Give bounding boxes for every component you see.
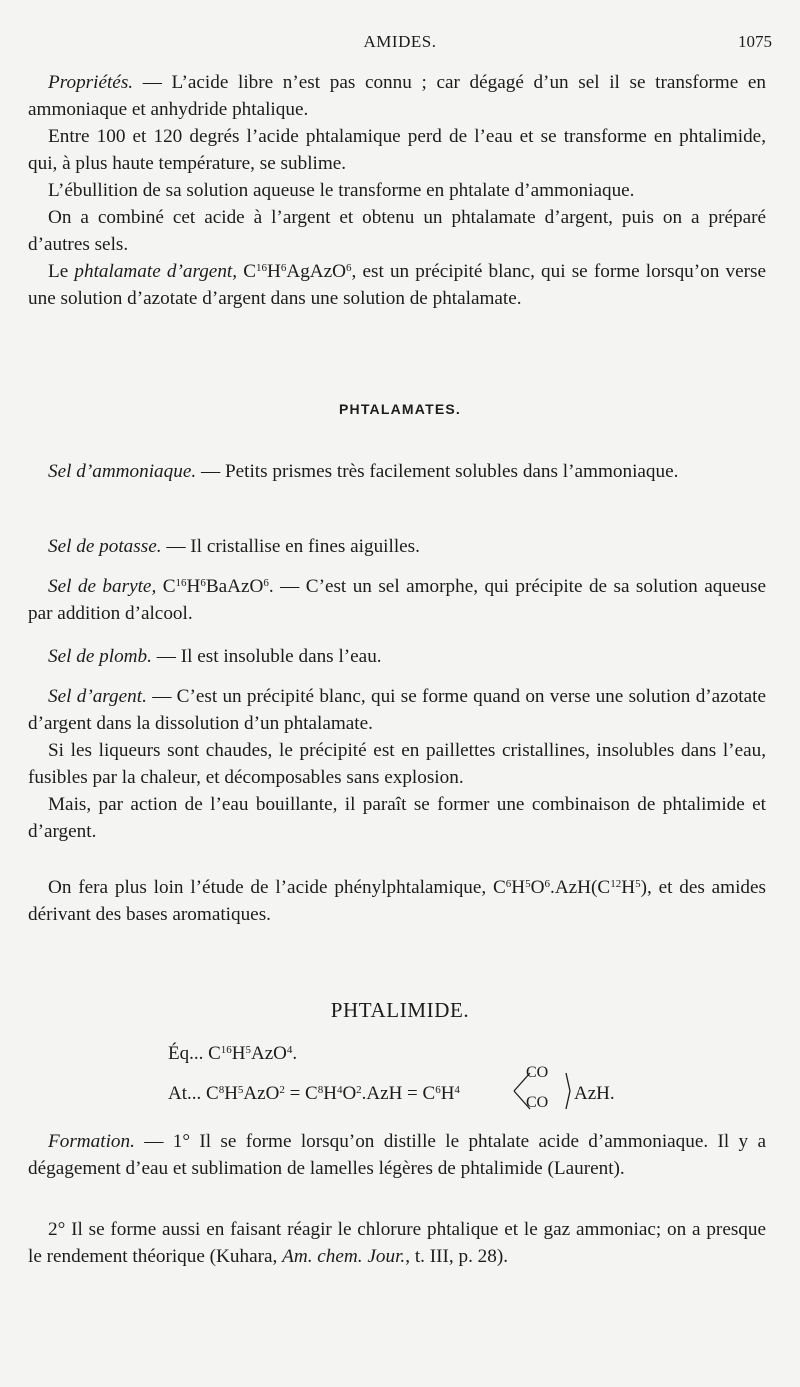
subscript: 6 <box>200 577 206 589</box>
paragraph-sel-ammoniaque <box>28 459 766 486</box>
formula-part: H <box>231 1043 246 1064</box>
formula-part: H <box>267 261 281 282</box>
formula-part: H <box>224 1083 238 1104</box>
subscript: 2 <box>356 1084 362 1096</box>
formula-azh: AzH. <box>574 1083 615 1104</box>
formula-part: AgAzO <box>286 261 347 282</box>
subscript: 16 <box>175 577 187 589</box>
paragraph-sel-potasse <box>28 534 766 561</box>
formula-label: Éq... <box>168 1043 204 1064</box>
formula-part: H <box>323 1083 337 1104</box>
subscript: 6 <box>346 262 352 274</box>
formula-part: C <box>237 261 256 282</box>
text: , est un précipité blanc, qui se forme lorsqu’on verse une solution d’azotate d’argent dans une solution de phtalamate. <box>28 261 766 309</box>
subscript: 6 <box>263 577 269 589</box>
formula-part: H <box>511 877 526 898</box>
paragraph-formation-2 <box>28 1217 766 1270</box>
formula-part: = C <box>284 1083 318 1104</box>
subscript: 4 <box>336 1084 343 1096</box>
formula-part: C <box>156 576 176 597</box>
label-sel-potasse: Sel de potasse. <box>48 536 162 557</box>
paragraph-sel-argent <box>28 684 766 737</box>
formula-part: BaAzO <box>205 576 264 597</box>
paragraph-phenylphtalamique <box>28 875 766 928</box>
subscript: 4 <box>286 1044 293 1056</box>
formula-part: ), et des amides dérivant des bases aromatiques. <box>28 877 766 925</box>
subscript: 5 <box>237 1084 244 1096</box>
label-proprietes: Propriétés. <box>48 72 134 93</box>
text: Le <box>48 261 75 282</box>
subscript: 8 <box>317 1084 324 1096</box>
label-sel-argent: Sel d’argent. <box>48 686 147 707</box>
subscript: 6 <box>435 1084 441 1096</box>
subscript: 16 <box>256 262 267 274</box>
formula-part: . <box>292 1043 298 1064</box>
text: — 1° Il se forme lorsqu’on distille le phtalate acide d’ammoniaque. Il y a dégagement d’eau et sublimation de lamelles légères de phtalimide (Laurent). <box>28 1131 766 1179</box>
text: — Petits prismes très facilement solubles dans l’ammoniaque. <box>196 461 679 482</box>
formula-part: AzO <box>251 1043 287 1064</box>
header-title: AMIDES. <box>363 32 437 51</box>
subscript: 5 <box>525 878 531 890</box>
subscript: 6 <box>280 262 287 274</box>
subscript: 5 <box>635 878 641 890</box>
formula-part: C <box>208 1043 221 1064</box>
paragraph-liqueurs-chaudes: Si les liqueurs sont chaudes, le précipité est en paillettes cristallines, insolubles dans l’eau, fusibles par la chaleur, et décomposables sans explosion. <box>28 740 766 788</box>
label-sel-ammoniaque: Sel d’ammoniaque. <box>48 461 197 482</box>
text: . — C’est un sel amorphe, qui précipite de sa solution aqueuse par addition d’alcool. <box>28 576 766 624</box>
subscript: 5 <box>245 1044 252 1056</box>
paragraph-sel-baryte <box>28 574 766 627</box>
paragraph-ebullition: L’ébullition de sa solution aqueuse le transforme en phtalate d’ammoniaque. <box>48 180 635 201</box>
paragraph-eau-bouillante: Mais, par action de l’eau bouillante, il paraît se former une combinaison de phtalimide et d’argent. <box>28 794 766 842</box>
text: 2° Il se forme aussi en faisant réagir le chlorure phtalique et le gaz ammoniac; on a presque le rendement théorique (Kuhara, <box>28 1219 766 1267</box>
text: — L’acide libre n’est pas connu ; car dégagé d’un sel il se transforme en ammoniaque et anhydride phtalique. <box>28 72 766 120</box>
paragraph-phtalamate-argent <box>28 259 766 312</box>
formula-equivalents <box>168 1043 297 1065</box>
subscript: 4 <box>454 1084 460 1096</box>
subscript: 8 <box>218 1084 225 1096</box>
formula-part: .AzH = C <box>361 1083 436 1104</box>
label-formation: Formation. <box>48 1131 135 1152</box>
paragraph-dehydration: Entre 100 et 120 degrés l’acide phtalamique perd de l’eau et se transforme en phtalimide, qui, à plus haute température, se sublime. <box>28 126 766 174</box>
paragraph-formation-1 <box>28 1129 766 1182</box>
subscript: 2 <box>279 1084 285 1096</box>
formula-label: At... <box>168 1083 202 1104</box>
text: , t. III, p. 28). <box>405 1245 509 1267</box>
subscript: 6 <box>505 878 512 890</box>
subscript: 12 <box>610 878 622 890</box>
section-heading-phtalamates: PHTALAMATES. <box>339 401 461 417</box>
text: On fera plus loin l’étude de l’acide phénylphtalamique, C <box>48 877 506 898</box>
label-sel-baryte: Sel de baryte, <box>48 576 157 597</box>
formula-part: H <box>440 1083 455 1104</box>
page-number: 1075 <box>738 32 772 51</box>
ring-co-top: CO <box>526 1064 549 1081</box>
section-heading-phtalimide: PHTALIMIDE. <box>330 998 470 1022</box>
label-phtalamate-argent: phtalamate d’argent, <box>74 261 238 282</box>
formula-part: H <box>186 576 201 597</box>
paragraph-sel-plomb <box>28 644 766 671</box>
text: — Il cristallise en fines aiguilles. <box>161 536 420 557</box>
ring-co-bottom: CO <box>526 1094 549 1111</box>
formula-part: C <box>206 1083 219 1104</box>
text: — Il est insoluble dans l’eau. <box>151 646 382 667</box>
formula-atomic <box>168 1083 460 1105</box>
formula-part: O <box>530 877 545 898</box>
bracket-stroke <box>566 1091 570 1109</box>
bracket-stroke <box>566 1073 570 1091</box>
subscript: 16 <box>220 1044 232 1056</box>
text: — C’est un précipité blanc, qui se forme quand on verse une solution d’azotate d’argent dans la dissolution d’un phtalamate. <box>28 686 766 734</box>
journal-reference: Am. chem. Jour. <box>282 1245 406 1267</box>
running-header <box>0 32 800 56</box>
formula-part: AzO <box>243 1083 280 1104</box>
label-sel-plomb: Sel de plomb. <box>48 646 152 667</box>
formula-part: O <box>342 1083 357 1104</box>
formula-part: .AzH(C <box>550 877 611 898</box>
formula-part: H <box>621 877 636 898</box>
paragraph-silver-combination: On a combiné cet acide à l’argent et obtenu un phtalamate d’argent, puis on a préparé d’autres sels. <box>28 207 766 255</box>
subscript: 6 <box>544 878 551 890</box>
paragraph-proprietes <box>28 70 766 123</box>
